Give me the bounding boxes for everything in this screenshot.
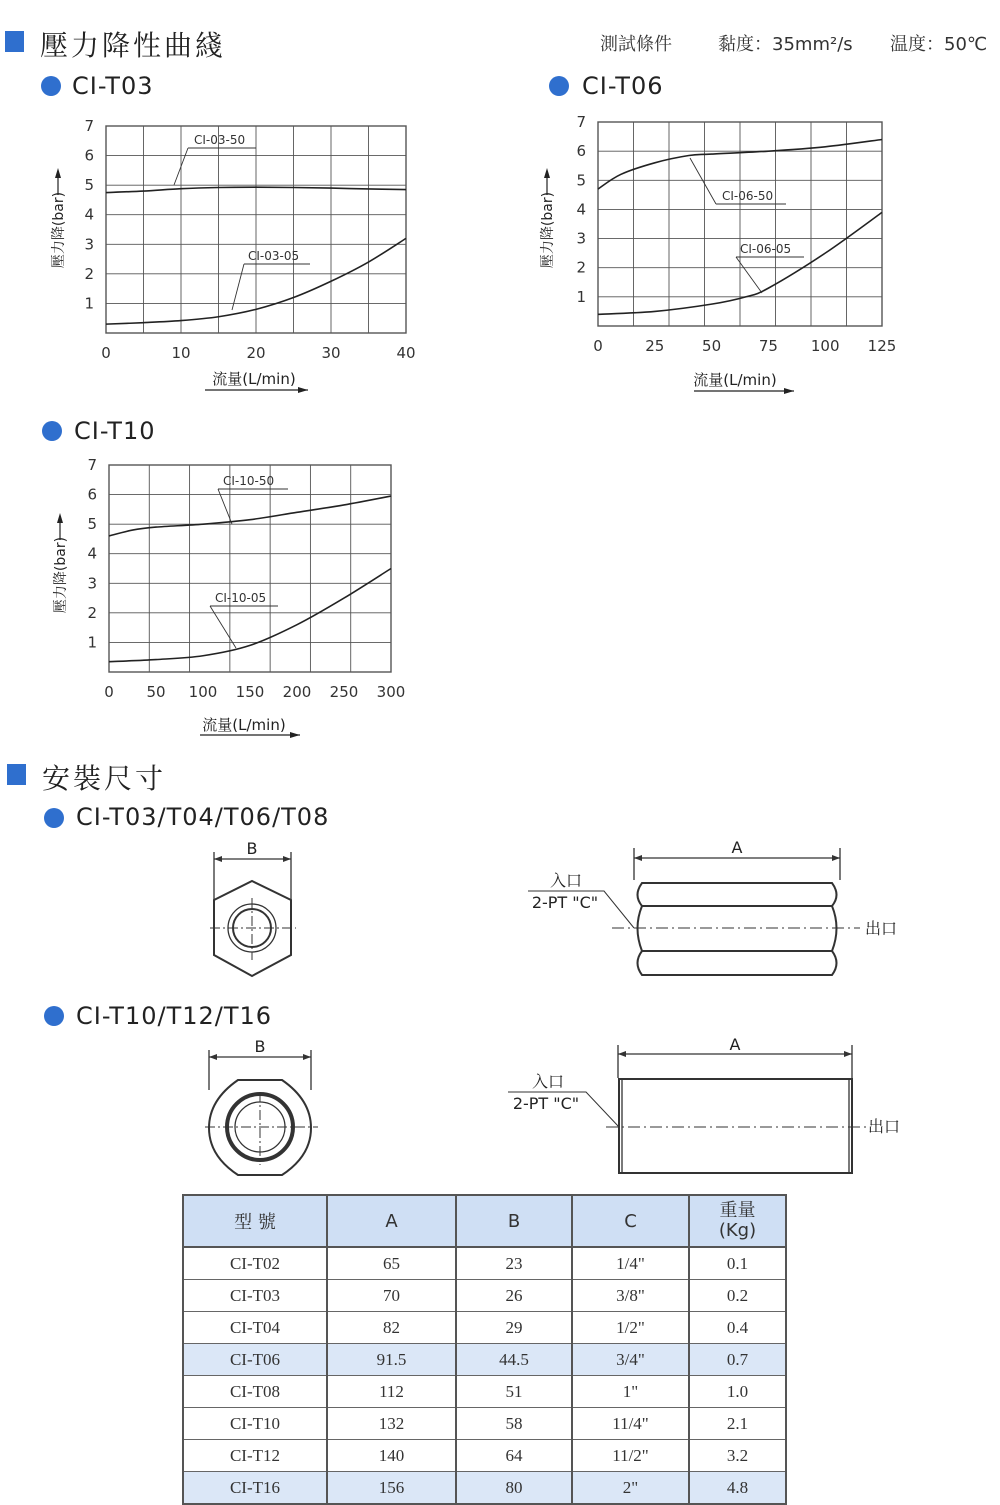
y-tick-label: 5 xyxy=(87,515,97,534)
y-tick-label: 3 xyxy=(576,229,586,248)
table-cell-a: 70 xyxy=(327,1280,456,1312)
table-cell-model: CI-T16 xyxy=(183,1472,327,1505)
x-tick-label: 100 xyxy=(810,337,840,355)
dims-group1-title: CI-T03/T04/T06/T08 xyxy=(76,803,330,831)
y-tick-label: 4 xyxy=(576,200,586,219)
series-label: CI-03-50 xyxy=(194,133,246,147)
table-cell-b: 64 xyxy=(456,1440,572,1472)
y-tick-label: 6 xyxy=(84,146,94,165)
chart-title-t06: CI-T06 xyxy=(582,72,664,100)
y-tick-label: 2 xyxy=(87,603,97,622)
table-cell-b: 44.5 xyxy=(456,1344,572,1376)
table-cell-a: 140 xyxy=(327,1440,456,1472)
col-model: 型 號 xyxy=(183,1195,327,1247)
y-tick-label: 7 xyxy=(84,117,94,135)
y-tick-label: 4 xyxy=(84,205,94,224)
table-row xyxy=(183,1280,786,1312)
table-cell-a: 91.5 xyxy=(327,1344,456,1376)
y-tick-label: 4 xyxy=(87,544,97,563)
x-tick-label: 0 xyxy=(101,344,111,362)
x-axis-label: 流量(L/min) xyxy=(693,371,777,389)
table-cell-w: 0.7 xyxy=(689,1344,786,1376)
table-cell-b: 80 xyxy=(456,1472,572,1505)
x-tick-label: 25 xyxy=(645,337,665,355)
y-tick-label: 6 xyxy=(576,142,586,161)
table-cell-c: 2" xyxy=(572,1472,689,1505)
chart-title-t03: CI-T03 xyxy=(72,72,154,100)
test-conditions-label: 測試條件 xyxy=(600,34,672,55)
chart-title-t10: CI-T10 xyxy=(74,417,156,445)
table-cell-c: 3/8" xyxy=(572,1280,689,1312)
table-cell-c: 3/4" xyxy=(572,1344,689,1376)
dim-b-label: B xyxy=(246,839,258,858)
y-tick-label: 5 xyxy=(84,176,94,195)
table-cell-w: 0.1 xyxy=(689,1247,786,1280)
y-tick-label: 7 xyxy=(576,113,586,131)
y-tick-label: 3 xyxy=(87,574,97,593)
y-tick-label: 7 xyxy=(87,456,97,474)
x-axis-label: 流量(L/min) xyxy=(202,716,286,734)
table-cell-model: CI-T03 xyxy=(183,1280,327,1312)
table-cell-model: CI-T02 xyxy=(183,1247,327,1280)
y-axis-label: 壓力降(bar) xyxy=(540,191,556,269)
x-tick-label: 125 xyxy=(867,337,897,355)
table-row xyxy=(183,1472,786,1505)
x-tick-label: 30 xyxy=(321,344,341,362)
table-cell-model: CI-T08 xyxy=(183,1376,327,1408)
dims-group2-title: CI-T10/T12/T16 xyxy=(76,1002,273,1030)
table-cell-w: 4.8 xyxy=(689,1472,786,1505)
y-tick-label: 1 xyxy=(576,287,586,306)
series-label: CI-03-05 xyxy=(248,249,300,263)
table-cell-w: 1.0 xyxy=(689,1376,786,1408)
col-weight xyxy=(689,1195,786,1247)
y-tick-label: 2 xyxy=(576,258,586,277)
x-tick-label: 250 xyxy=(329,683,359,701)
y-tick-label: 6 xyxy=(87,485,97,504)
x-axis-label: 流量(L/min) xyxy=(212,370,296,388)
col-weight-label: 重量 xyxy=(719,1200,756,1221)
table-cell-c: 11/2" xyxy=(572,1440,689,1472)
table-cell-b: 58 xyxy=(456,1408,572,1440)
table-cell-b: 23 xyxy=(456,1247,572,1280)
inlet-label: 入口 xyxy=(531,1072,565,1091)
table-cell-model: CI-T06 xyxy=(183,1344,327,1376)
table-cell-a: 156 xyxy=(327,1472,456,1505)
y-tick-label: 1 xyxy=(87,633,97,652)
col-c: C xyxy=(572,1195,689,1247)
col-b: B xyxy=(456,1195,572,1247)
table-cell-a: 112 xyxy=(327,1376,456,1408)
col-weight-unit: (Kg) xyxy=(718,1220,757,1241)
table-cell-b: 26 xyxy=(456,1280,572,1312)
x-tick-label: 20 xyxy=(246,344,266,362)
section-title-pressure-drop: 壓力降性曲綫 xyxy=(40,29,227,62)
table-cell-w: 2.1 xyxy=(689,1408,786,1440)
table-cell-a: 82 xyxy=(327,1312,456,1344)
y-tick-label: 1 xyxy=(84,294,94,313)
y-tick-label: 5 xyxy=(576,171,586,190)
y-tick-label: 3 xyxy=(84,235,94,254)
table-cell-c: 1/2" xyxy=(572,1312,689,1344)
table-row xyxy=(183,1408,786,1440)
table-cell-b: 29 xyxy=(456,1312,572,1344)
table-cell-c: 1" xyxy=(572,1376,689,1408)
table-row xyxy=(183,1247,786,1280)
outlet-label: 出口 xyxy=(868,1117,901,1136)
inlet-label: 入口 xyxy=(549,871,583,890)
series-label: CI-06-05 xyxy=(740,242,792,256)
table-row xyxy=(183,1312,786,1344)
spec-table xyxy=(182,1194,787,1505)
y-axis-label: 壓力降(bar) xyxy=(53,536,69,614)
y-tick-label: 2 xyxy=(84,264,94,283)
x-tick-label: 100 xyxy=(188,683,218,701)
test-viscosity: 黏度：35mm²/s xyxy=(718,34,853,55)
series-label: CI-10-05 xyxy=(215,591,267,605)
table-cell-w: 0.2 xyxy=(689,1280,786,1312)
dim-a-label: A xyxy=(729,1035,741,1054)
col-a: A xyxy=(327,1195,456,1247)
table-cell-b: 51 xyxy=(456,1376,572,1408)
x-tick-label: 0 xyxy=(104,683,114,701)
table-cell-w: 3.2 xyxy=(689,1440,786,1472)
table-header-row xyxy=(183,1195,786,1247)
table-cell-model: CI-T12 xyxy=(183,1440,327,1472)
table-cell-w: 0.4 xyxy=(689,1312,786,1344)
outlet-label: 出口 xyxy=(865,919,898,938)
y-axis-label: 壓力降(bar) xyxy=(51,191,67,269)
port-label: 2-PT "C" xyxy=(512,1094,580,1113)
x-tick-label: 300 xyxy=(376,683,406,701)
x-tick-label: 200 xyxy=(282,683,312,701)
x-tick-label: 0 xyxy=(593,337,603,355)
x-tick-label: 50 xyxy=(146,683,166,701)
dim-b-label: B xyxy=(254,1037,266,1056)
table-row xyxy=(183,1440,786,1472)
dim-a-label: A xyxy=(731,838,743,857)
test-temperature: 温度：50℃ xyxy=(890,34,988,55)
table-cell-c: 1/4" xyxy=(572,1247,689,1280)
series-label: CI-06-50 xyxy=(722,189,774,203)
table-row xyxy=(183,1376,786,1408)
table-cell-model: CI-T04 xyxy=(183,1312,327,1344)
section-title-dimensions: 安裝尺寸 xyxy=(42,762,167,795)
series-label: CI-10-50 xyxy=(223,474,275,488)
table-cell-a: 132 xyxy=(327,1408,456,1440)
x-tick-label: 75 xyxy=(758,337,778,355)
table-cell-c: 11/4" xyxy=(572,1408,689,1440)
x-tick-label: 40 xyxy=(396,344,416,362)
table-cell-model: CI-T10 xyxy=(183,1408,327,1440)
table-cell-a: 65 xyxy=(327,1247,456,1280)
x-tick-label: 150 xyxy=(235,683,265,701)
port-label: 2-PT "C" xyxy=(531,893,599,912)
hex-end-view-drawing xyxy=(210,852,296,976)
x-tick-label: 10 xyxy=(171,344,191,362)
table-row xyxy=(183,1344,786,1376)
x-tick-label: 50 xyxy=(702,337,722,355)
round-end-view-drawing xyxy=(205,1050,318,1175)
